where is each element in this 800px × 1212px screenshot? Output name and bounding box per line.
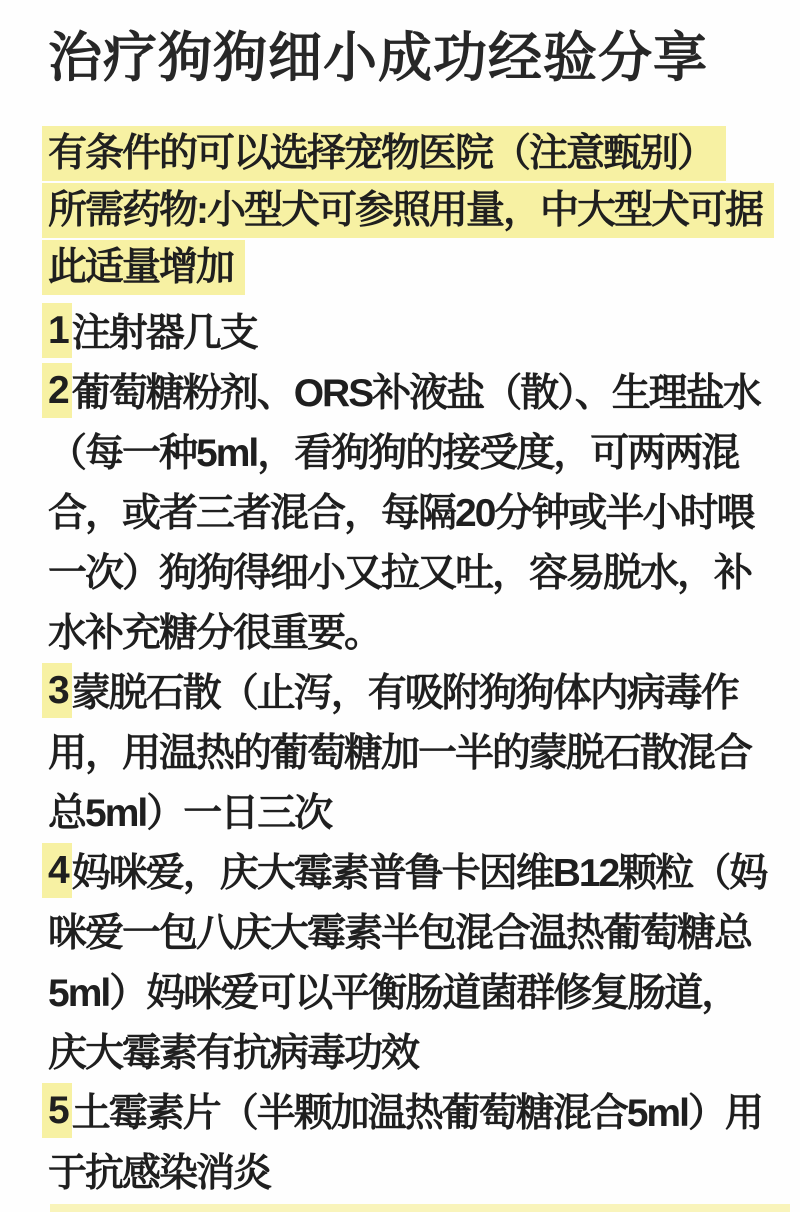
highlighted-text: 所需药物:小型犬可参照用量，中大型犬可据	[42, 183, 774, 238]
item-number-highlight: 3	[42, 663, 72, 718]
highlighted-text: 此适量增加	[42, 240, 245, 295]
line-text: 土霉素片（半颗加温热葡萄糖混合5ml）用	[71, 1092, 762, 1135]
list-line	[48, 480, 762, 540]
line-text: 于抗感染消炎	[48, 1152, 271, 1195]
line-text: 庆大霉素有抗病毒功效	[48, 1032, 419, 1075]
line-text: 合，或者三者混合，每隔20分钟或半小时喂	[48, 492, 754, 535]
list-line	[48, 660, 762, 720]
item-number-highlight: 5	[42, 1083, 72, 1138]
list-line	[48, 1080, 762, 1140]
list-line	[48, 840, 767, 900]
item-number-highlight: 2	[42, 363, 72, 418]
line-text: 水补充糖分很重要。	[48, 612, 382, 655]
line-text: （每一种5ml，看狗狗的接受度，可两两混	[48, 432, 739, 475]
partial-highlight-strip	[50, 1204, 790, 1212]
list-line	[48, 600, 762, 660]
medication-list	[48, 300, 767, 1200]
item-number-highlight: 1	[42, 303, 72, 358]
list-line	[48, 1140, 762, 1200]
list-line	[48, 540, 762, 600]
list-line	[48, 300, 762, 360]
line-text: 蒙脱石散（止泻，有吸附狗狗体内病毒作	[71, 672, 738, 715]
list-line	[48, 960, 762, 1020]
highlight-line	[48, 239, 762, 296]
highlighted-text: 有条件的可以选择宠物医院（注意甄别）	[42, 126, 726, 181]
line-text: 妈咪爱，庆大霉素普鲁卡因维B12颗粒（妈	[71, 852, 767, 895]
line-text: 5ml）妈咪爱可以平衡肠道菌群修复肠道，	[48, 972, 739, 1015]
list-line	[48, 360, 762, 420]
page-title: 治疗狗狗细小成功经验分享	[48, 28, 708, 88]
list-line	[48, 720, 762, 780]
line-text: 总5ml）一日三次	[48, 792, 332, 835]
intro-highlight-block	[48, 125, 762, 296]
line-text: 用，用温热的葡萄糖加一半的蒙脱石散混合	[48, 732, 752, 775]
list-line	[48, 780, 762, 840]
list-line	[48, 1020, 762, 1080]
list-line	[48, 900, 762, 960]
list-line	[48, 420, 762, 480]
line-text: 咪爱一包八庆大霉素半包混合温热葡萄糖总	[48, 912, 752, 955]
highlight-line	[48, 125, 762, 182]
line-text: 注射器几支	[71, 312, 257, 355]
line-text: 一次）狗狗得细小又拉又吐，容易脱水，补	[48, 552, 752, 595]
item-number-highlight: 4	[42, 843, 72, 898]
highlight-line	[48, 182, 762, 239]
line-text: 葡萄糖粉剂、ORS补液盐（散）、生理盐水	[71, 372, 760, 415]
